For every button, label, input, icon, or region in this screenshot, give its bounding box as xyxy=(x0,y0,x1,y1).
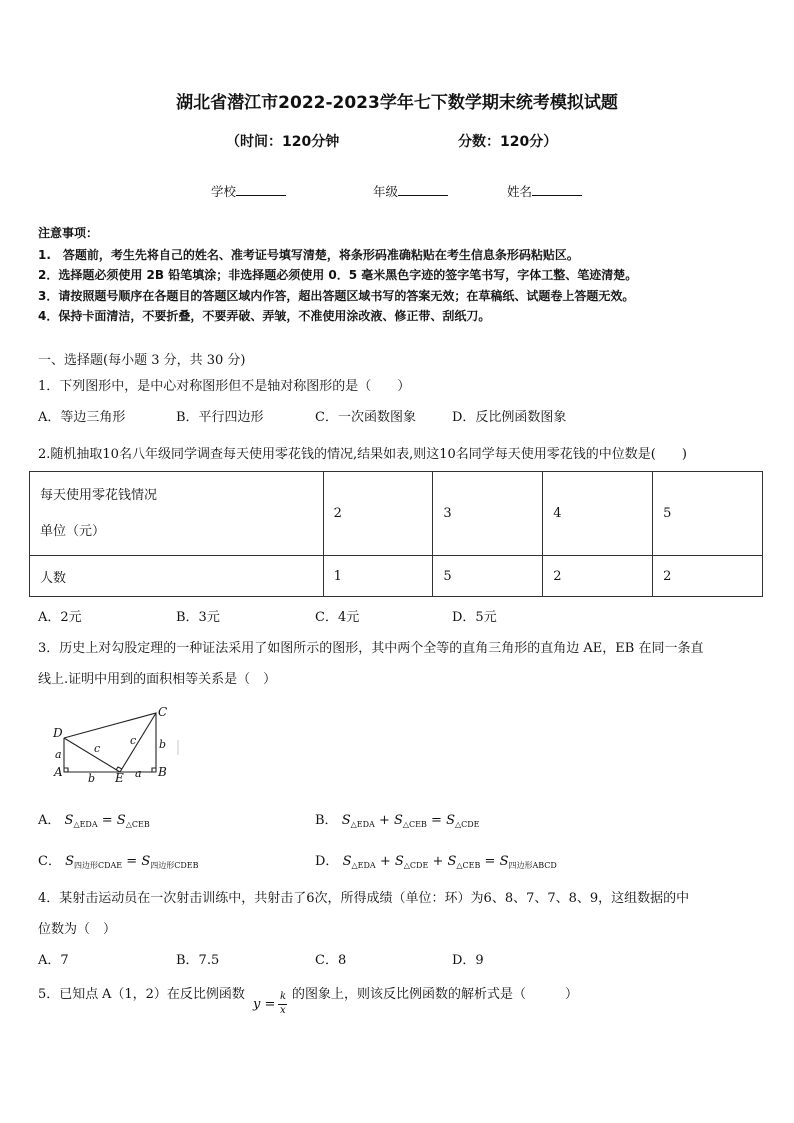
fig-label-E: E xyxy=(115,771,124,785)
q4-option-d: D．9 xyxy=(452,953,484,968)
q5-stem-c: 的图象上，则该反比例函数的解析式是（ ） xyxy=(292,987,579,1002)
exam-time: （时间：120分钟 xyxy=(226,134,340,150)
exam-score: 分数：120分） xyxy=(458,134,558,150)
name-label: 姓名 xyxy=(507,184,533,199)
fig-label-b-right: b xyxy=(159,738,167,751)
q1-option-a: A．等边三角形 xyxy=(38,410,126,425)
q1-option-c: C．一次函数图象 xyxy=(315,410,416,425)
q1-stem: 1．下列图形中，是中心对称图形但不是轴对称图形的是（ ） xyxy=(38,379,411,394)
table-cell-label: 人数 xyxy=(30,556,324,597)
notice-heading: 注意事项： xyxy=(38,226,99,240)
q4-option-a: A．7 xyxy=(38,953,69,968)
fig-label-a-left: a xyxy=(55,748,62,761)
q2-option-c: C．4元 xyxy=(315,610,360,625)
q4-stem-line2: 位数为（ ） xyxy=(38,922,117,937)
q3-option-d: D． $S_{\triangle EDA} + S_{\triangle CDE} + S_{\triangle CEB} = S_{四边形ABCD}$ xyxy=(315,854,557,870)
row1-label-line1: 每天使用零花钱情况 xyxy=(40,487,158,503)
q4-stem-line1: 4．某射击运动员在一次射击训练中，共射击了6次，所得成绩（单位：环）为6、8、7、7、8、9，这组数据的中 xyxy=(38,891,690,906)
row1-label-line2: 单位（元） xyxy=(40,523,106,539)
table-cell: 3 xyxy=(433,472,543,556)
q2-option-d: D．5元 xyxy=(452,610,497,625)
table-cell-label xyxy=(30,472,324,556)
q5-stem-b: A（1，2）在反比例函数 xyxy=(102,987,245,1002)
q5-formula-k: k xyxy=(280,991,287,1002)
fig-label-b-bottom: b xyxy=(88,772,96,785)
q2-option-a: A．2元 xyxy=(38,610,82,625)
table-cell: 5 xyxy=(433,556,543,597)
table-cell: 4 xyxy=(543,472,653,556)
q2-table xyxy=(29,471,763,597)
q3-figure xyxy=(50,700,185,786)
fig-label-D: D xyxy=(53,726,63,740)
table-cell: 2 xyxy=(543,556,653,597)
notice-item-1: 1. 答题前，考生先将自己的姓名、准考证号填写清楚，将条形码准确粘贴在考生信息条形码粘贴区。 xyxy=(38,248,579,262)
q5-stem-a: 5．已知点 xyxy=(38,987,99,1002)
table-cell: 2 xyxy=(653,556,763,597)
fig-label-B: B xyxy=(158,765,167,779)
fig-label-C: C xyxy=(158,705,168,719)
fig-label-a-bottom: a xyxy=(135,767,142,780)
notice-item-2: 2．选择题必须使用 2B 铅笔填涂；非选择题必须使用 0．5 毫米黑色字迹的签字笔书写，字体工整、笔迹清楚。 xyxy=(38,268,638,282)
q1-option-b: B．平行四边形 xyxy=(176,410,264,425)
fig-label-c-left: c xyxy=(94,742,101,755)
q3-option-c: C． $S_{四边形CDAE} = S_{四边形CDEB}$ xyxy=(38,854,199,870)
q3-option-b: B． $S_{\triangle EDA} + S_{\triangle CEB} = S_{\triangle CDE}$ xyxy=(315,813,480,829)
school-label: 学校 xyxy=(211,184,237,199)
name-blank xyxy=(532,183,582,196)
table-row xyxy=(30,472,763,556)
name-field xyxy=(507,182,582,200)
notice-item-4: 4．保持卡面清洁，不要折叠，不要弄破、弄皱，不准使用涂改液、修正带、刮纸刀。 xyxy=(38,309,491,323)
section-heading: 一、选择题(每小题 3 分，共 30 分) xyxy=(38,353,246,368)
q5-formula-x: x xyxy=(280,1005,286,1016)
q4-option-b: B．7.5 xyxy=(176,953,220,968)
q2-option-b: B．3元 xyxy=(176,610,220,625)
table-cell: 5 xyxy=(653,472,763,556)
q3-stem-line2: 线上.证明中用到的面积相等关系是（ ） xyxy=(38,672,277,687)
fig-label-c-right: c xyxy=(130,734,137,747)
q4-option-c: C．8 xyxy=(315,953,347,968)
q2-stem: 2.随机抽取10名八年级同学调查每天使用零花钱的情况,结果如表,则这10名同学每天使用零花钱的中位数是( ) xyxy=(38,447,687,462)
q5-formula-y: y = xyxy=(253,997,276,1012)
grade-label: 年级 xyxy=(373,184,399,199)
grade-blank xyxy=(398,183,448,196)
table-cell: 2 xyxy=(323,472,433,556)
page-title: 湖北省潜江市2022-2023学年七下数学期末统考模拟试题 xyxy=(176,93,618,113)
fig-label-A: A xyxy=(54,765,63,779)
grade-field xyxy=(373,182,448,200)
notice-item-3: 3．请按照题号顺序在各题目的答题区域内作答，超出答题区域书写的答案无效；在草稿纸、试题卷上答题无效。 xyxy=(38,289,635,303)
q3-stem-line1: 3．历史上对勾股定理的一种证法采用了如图所示的图形，其中两个全等的直角三角形的直角边 AE，EB 在同一条直 xyxy=(38,641,704,656)
school-blank xyxy=(236,183,286,196)
school-field xyxy=(211,182,286,200)
q1-option-d: D．反比例函数图象 xyxy=(452,410,567,425)
table-row xyxy=(30,556,763,597)
q3-option-a: A． $S_{\triangle EDA} = S_{\triangle CEB}$ xyxy=(38,813,150,829)
table-cell: 1 xyxy=(323,556,433,597)
